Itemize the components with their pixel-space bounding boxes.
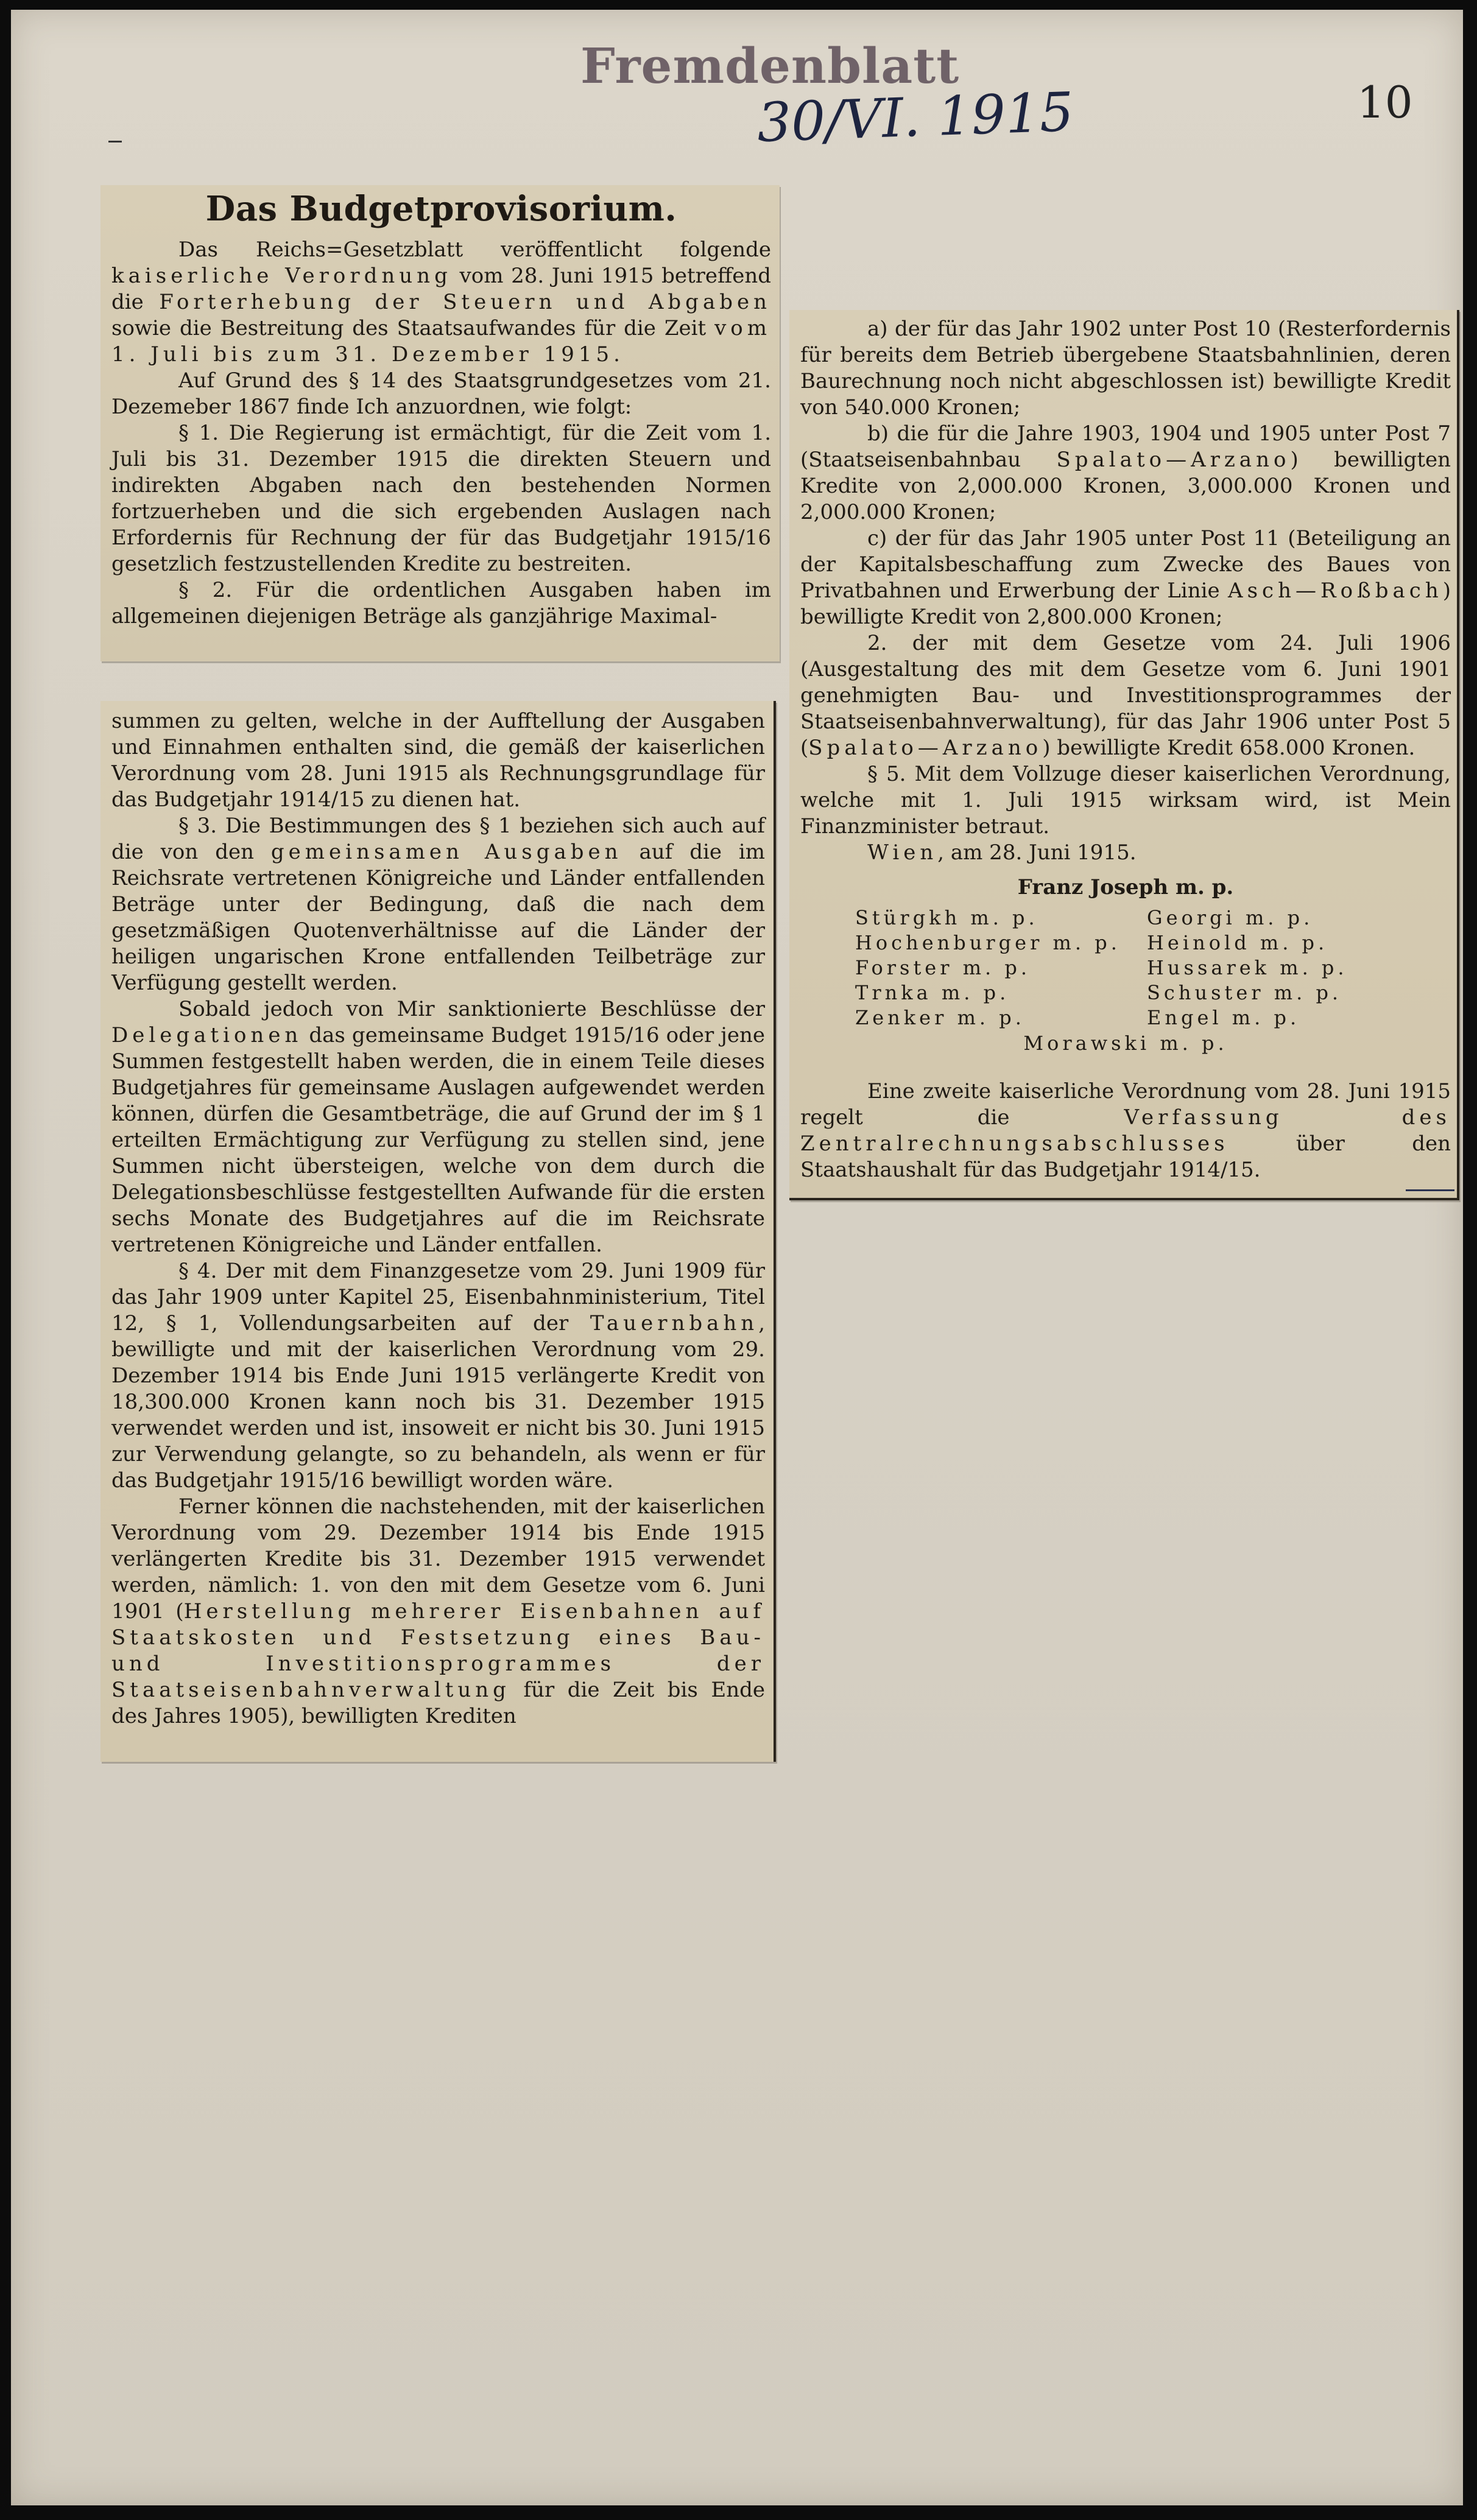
paragraph-section-1: § 1. Die Regierung ist ermächtigt, für die Zeit vom 1. Juli bis 31. Dezember 1915 die direkten Steuern und indirekten Abgaben nach den bestehenden Normen fortzuerheben und die sich ergebenden Auslagen nach Erfordernis für Rechnung der für das Budgetjahr 1915/16 gesetzlich festzustellenden Kredite zu bestreiten. bbox=[111, 421, 771, 576]
minister-signature: Georgi m. p. bbox=[1147, 906, 1314, 929]
minister-signature: Heinold m. p. bbox=[1147, 931, 1328, 954]
clipping-bottom-left-text bbox=[111, 708, 765, 1730]
place-date-line: Wien, am 28. Juni 1915. bbox=[867, 840, 1137, 865]
minister-signature: Schuster m. p. bbox=[1147, 981, 1342, 1004]
paragraph-second-decree: Eine zweite kaiserliche Verordnung vom 28. Juni 1915 regelt die Verfassung des Zentralrechnungsabschlusses über den Staatshaushalt für das Budgetjahr 1914/15. bbox=[800, 1079, 1451, 1182]
emperor-signature: Franz Joseph m. p. bbox=[1017, 875, 1234, 899]
paragraph-delegations: Sobald jedoch von Mir sanktionierte Beschlüsse der Delegationen das gemeinsame Budget 1915/16 oder jene Summen festgestellt haben werden, die in einem Teile dieses Budgetjahres für gemeinsame Auslagen aufgewendet werden können, dürfen die Gesamtbeträge, die auf Grund der im § 1 erteilten Ermächtigung zur Verfügung zu stellen sind, jene Summen nicht übersteigen, welche von dem durch die Delegationsbeschlüsse festgestellten Aufwande für die ersten sechs Monate des Budgetjahres auf die im Reichsrate vertretenen Königreiche und Länder entfallen. bbox=[111, 997, 765, 1257]
clipping-top-left-text bbox=[111, 190, 771, 630]
minister-signature-last: Morawski m. p. bbox=[1023, 1032, 1228, 1055]
paragraph-section-4: § 4. Der mit dem Finanzgesetze vom 29. Juni 1909 für das Jahr 1909 unter Kapitel 25, Eisenbahnministerium, Titel 12, § 1, Vollendungsarbeiten auf der Tauernbahn, bewilligte und mit der kaiserlichen Verordnung vom 29. Dezember 1914 bis Ende Juni 1915 verlängerte Kredit von 18,300.000 Kronen kann noch bis 31. Dezember 1915 verwendet werden und ist, insoweit er nicht bis 30. Juni 1915 zur Verwendung gelangte, so zu behandeln, als wenn er für das Budgetjahr 1915/16 bewilligt worden wäre. bbox=[111, 1259, 765, 1493]
paragraph-item-a: a) der für das Jahr 1902 unter Post 10 (Resterfordernis für bereits dem Betrieb übergebene Staatsbahnlinien, deren Baurechnung noch nicht abgeschlossen ist) bewilligte Kredit von 540.000 Kronen; bbox=[800, 317, 1451, 420]
paragraph-intro: Das Reichs=Gesetzblatt veröffentlicht folgende kaiserliche Verordnung vom 28. Juni 1915 betreffend die Forterhebung der Steuern und Abgaben sowie die Bestreitung des Staatsaufwandes für die Zeit vom 1. Juli bis zum 31. Dezember 1915. bbox=[111, 238, 771, 367]
clipping-top-left bbox=[100, 185, 780, 661]
minister-signature: Stürgkh m. p. bbox=[855, 906, 1038, 929]
minister-signatures bbox=[800, 906, 1451, 1030]
paragraph-basis: Auf Grund des § 14 des Staatsgrundgesetzes vom 21. Dezemeber 1867 finde Ich anzuordnen, wie folgt: bbox=[111, 368, 771, 419]
paragraph-section-2-start: § 2. Für die ordentlichen Ausgaben haben im allgemeinen diejenigen Beträge als ganzjährige Maximal- bbox=[111, 578, 771, 628]
ink-mark bbox=[1406, 1189, 1454, 1191]
newspaper-stamp: Fremdenblatt bbox=[580, 37, 960, 94]
clipping-right-text bbox=[800, 316, 1451, 1183]
page-number: 10 bbox=[1357, 77, 1413, 128]
minister-signature: Trnka m. p. bbox=[855, 981, 1010, 1004]
pencil-mark bbox=[108, 141, 122, 143]
paragraph-item-b: b) die für die Jahre 1903, 1904 und 1905 unter Post 7 (Staatseisenbahnbau Spalato—Arzano) bewilligten Kredite von 2,000.000 Kronen, 3,000.000 Kronen und 2,000.000 Kronen; bbox=[800, 421, 1451, 524]
minister-signature: Hussarek m. p. bbox=[1147, 956, 1348, 979]
article-title: Das Budgetprovisorium. bbox=[205, 189, 677, 229]
paragraph-item-c: c) der für das Jahr 1905 unter Post 11 (Beteiligung an der Kapitalsbeschaffung zum Zwecke des Baues von Privatbahnen und Erwerbung der Linie Asch—Roßbach) bewilligte Kredit von 2,800.000 Kronen; bbox=[800, 526, 1451, 629]
paragraph-section-3: § 3. Die Bestimmungen des § 1 beziehen sich auch auf die von den gemeinsamen Ausgaben auf die im Reichsrate vertretenen Königreiche und Länder entfallenden Beträge unter der Bedingung, daß die nach dem gesetzmäßigen Quotenverhältnisse auf die Länder der heiligen ungarischen Krone entfallenden Teilbeträge zur Verfügung gestellt werden. bbox=[111, 814, 765, 995]
handwritten-date: 30/VI. 1915 bbox=[756, 80, 1075, 155]
scrapbook-page bbox=[11, 10, 1463, 2505]
minister-signature: Forster m. p. bbox=[855, 956, 1031, 979]
paragraph-item-2: 2. der mit dem Gesetze vom 24. Juli 1906 (Ausgestaltung des mit dem Gesetze vom 6. Juni 1901 genehmigten Bau- und Investitionsprogrammes der Staatseisenbahnverwaltung), für das Jahr 1906 unter Post 5 (Spalato—Arzano) bewilligte Kredit 658.000 Kronen. bbox=[800, 631, 1451, 760]
minister-signature: Hochenburger m. p. bbox=[855, 931, 1121, 954]
paragraph-section-5: § 5. Mit dem Vollzuge dieser kaiserlichen Verordnung, welche mit 1. Juli 1915 wirksam wird, ist Mein Finanzminister betraut. bbox=[800, 762, 1451, 839]
minister-signature: Engel m. p. bbox=[1147, 1006, 1300, 1029]
paragraph-section-2-end: summen zu gelten, welche in der Aufftellung der Ausgaben und Einnahmen enthalten sind, die gemäß der kaiserlichen Verordnung vom 28. Juni 1915 als Rechnungsgrundlage für das Budgetjahr 1914/15 zu dienen hat. bbox=[111, 709, 765, 812]
paragraph-credits: Ferner können die nachstehenden, mit der kaiserlichen Verordnung vom 29. Dezember 1914 bis Ende 1915 verlängerten Kredite bis 31. Dezember 1915 verwendet werden, nämlich: 1. von den mit dem Gesetze vom 6. Juni 1901 (Herstellung mehrerer Eisenbahnen auf Staatskosten und Festsetzung eines Bau- und Investitionsprogrammes der Staatseisenbahnverwaltung für die Zeit bis Ende des Jahres 1905), bewilligten Krediten bbox=[111, 1494, 765, 1728]
minister-signature: Zenker m. p. bbox=[855, 1006, 1025, 1029]
clipping-right bbox=[789, 310, 1459, 1200]
clipping-bottom-left bbox=[100, 701, 776, 1762]
